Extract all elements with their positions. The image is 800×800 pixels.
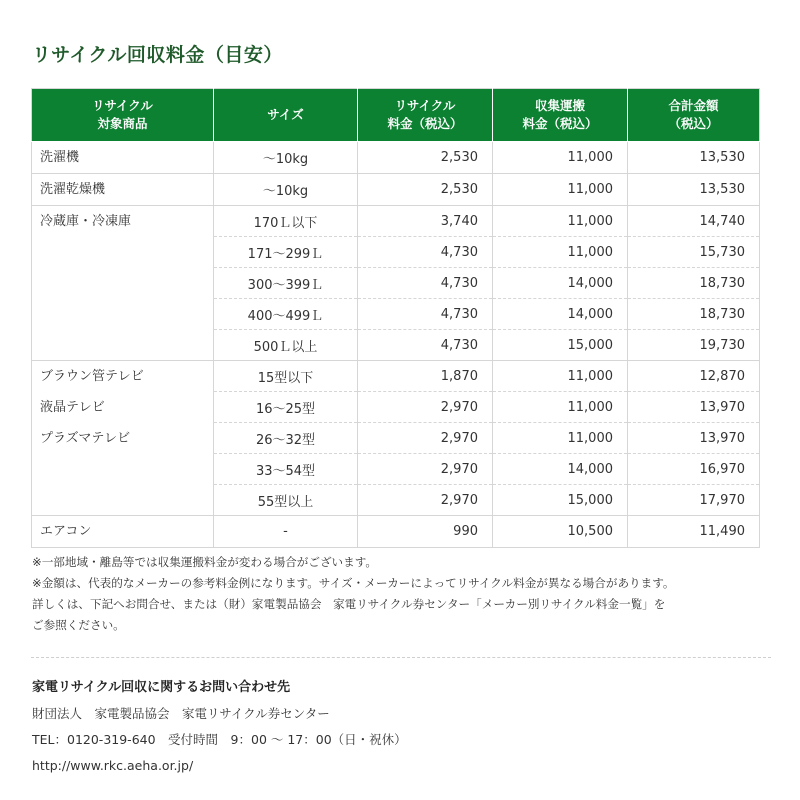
transport-fee-cell: 15,000	[493, 330, 628, 361]
total-cell: 13,530	[628, 142, 760, 174]
item-cell: ブラウン管テレビ 液晶テレビ プラズマテレビ	[32, 361, 214, 516]
total-cell: 17,970	[628, 485, 760, 516]
size-cell: 16～25型	[214, 392, 358, 423]
contact-tel: TEL：0120-319-640 受付時間 9：00 ～ 17：00（日・祝休）	[32, 732, 407, 747]
size-cell: 300～399Ｌ	[214, 268, 358, 299]
header-recycle-fee: リサイクル 料金（税込）	[358, 89, 493, 142]
recycle-fee-table	[31, 88, 760, 548]
transport-fee-cell: 11,000	[493, 174, 628, 206]
recycle-fee-cell: 4,730	[358, 237, 493, 268]
transport-fee-cell: 15,000	[493, 485, 628, 516]
total-cell: 18,730	[628, 268, 760, 299]
recycle-fee-cell: 1,870	[358, 361, 493, 392]
recycle-fee-cell: 2,530	[358, 142, 493, 174]
item-cell: 冷蔵庫・冷凍庫	[32, 206, 214, 361]
transport-fee-cell: 11,000	[493, 206, 628, 237]
table-row	[32, 174, 760, 206]
total-cell: 11,490	[628, 516, 760, 548]
item-cell: 洗濯乾燥機	[32, 174, 214, 206]
table-header-row	[32, 89, 760, 142]
header-item: リサイクル 対象商品	[32, 89, 214, 142]
header-transport-fee: 収集運搬 料金（税込）	[493, 89, 628, 142]
note-line: 詳しくは、下記へお問合せ、または（財）家電製品協会 家電リサイクル券センター「メーカー別リサイクル料金一覧」を	[32, 597, 666, 611]
size-cell: -	[214, 516, 358, 548]
transport-fee-cell: 11,000	[493, 142, 628, 174]
contact-organization: 財団法人 家電製品協会 家電リサイクル券センター	[32, 706, 330, 721]
header-total: 合計金額 （税込）	[628, 89, 760, 142]
transport-fee-cell: 11,000	[493, 361, 628, 392]
recycle-fee-cell: 3,740	[358, 206, 493, 237]
size-cell: 171～299Ｌ	[214, 237, 358, 268]
divider	[31, 657, 771, 658]
size-cell: 33～54型	[214, 454, 358, 485]
size-cell: 500Ｌ以上	[214, 330, 358, 361]
recycle-fee-cell: 4,730	[358, 268, 493, 299]
total-cell: 13,970	[628, 392, 760, 423]
transport-fee-cell: 10,500	[493, 516, 628, 548]
table-row	[32, 516, 760, 548]
header-size: サイズ	[214, 89, 358, 142]
recycle-fee-cell: 2,530	[358, 174, 493, 206]
size-cell: 26～32型	[214, 423, 358, 454]
note-line: ※一部地域・離島等では収集運搬料金が変わる場合がございます。	[32, 555, 378, 569]
contact-section	[32, 678, 407, 782]
total-cell: 13,970	[628, 423, 760, 454]
total-cell: 14,740	[628, 206, 760, 237]
note-line: ご参照ください。	[32, 618, 125, 632]
total-cell: 13,530	[628, 174, 760, 206]
page-title: リサイクル回収料金（目安）	[32, 44, 283, 66]
notes	[32, 552, 782, 636]
size-cell: 170Ｌ以下	[214, 206, 358, 237]
transport-fee-cell: 14,000	[493, 299, 628, 330]
size-cell: 55型以上	[214, 485, 358, 516]
total-cell: 15,730	[628, 237, 760, 268]
table-row	[32, 361, 760, 392]
transport-fee-cell: 11,000	[493, 423, 628, 454]
total-cell: 16,970	[628, 454, 760, 485]
contact-title: 家電リサイクル回収に関するお問い合わせ先	[32, 680, 291, 695]
recycle-fee-cell: 2,970	[358, 485, 493, 516]
recycle-fee-cell: 2,970	[358, 454, 493, 485]
recycle-fee-cell: 2,970	[358, 392, 493, 423]
transport-fee-cell: 14,000	[493, 268, 628, 299]
item-cell: エアコン	[32, 516, 214, 548]
total-cell: 19,730	[628, 330, 760, 361]
transport-fee-cell: 11,000	[493, 237, 628, 268]
size-cell: 400～499Ｌ	[214, 299, 358, 330]
note-line: ※金額は、代表的なメーカーの参考料金例になります。サイズ・メーカーによってリサイクル料金が異なる場合があります。	[32, 576, 675, 590]
table-row	[32, 206, 760, 237]
size-cell: 15型以下	[214, 361, 358, 392]
transport-fee-cell: 14,000	[493, 454, 628, 485]
size-cell: ～10kg	[214, 174, 358, 206]
recycle-fee-cell: 4,730	[358, 299, 493, 330]
contact-url-link[interactable]: http://www.rkc.aeha.or.jp/	[32, 758, 194, 773]
item-cell: 洗濯機	[32, 142, 214, 174]
recycle-fee-cell: 990	[358, 516, 493, 548]
recycle-fee-cell: 4,730	[358, 330, 493, 361]
recycle-fee-cell: 2,970	[358, 423, 493, 454]
transport-fee-cell: 11,000	[493, 392, 628, 423]
total-cell: 12,870	[628, 361, 760, 392]
total-cell: 18,730	[628, 299, 760, 330]
size-cell: ～10kg	[214, 142, 358, 174]
table-row	[32, 142, 760, 174]
